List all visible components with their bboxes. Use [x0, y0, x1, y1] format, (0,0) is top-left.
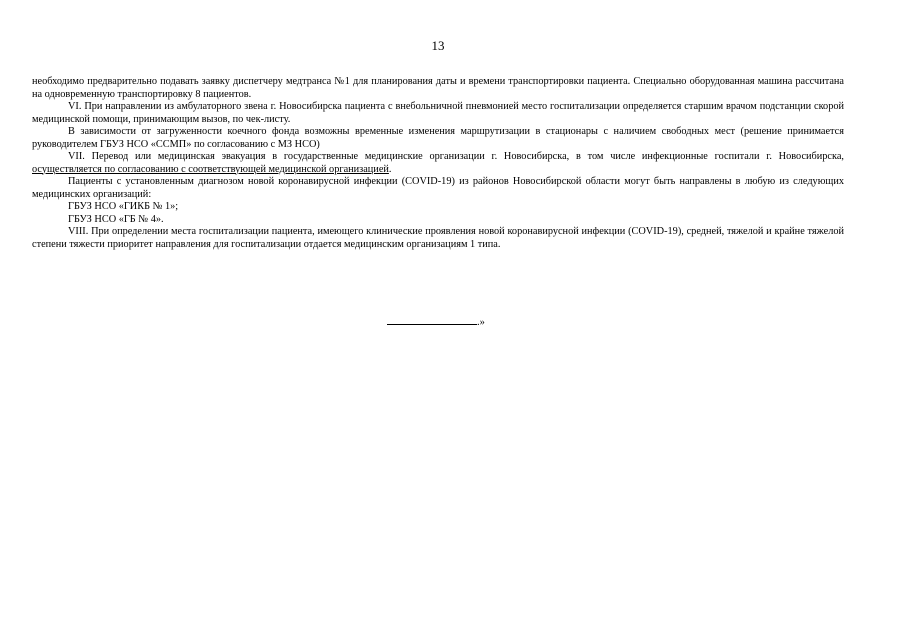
paragraph-section-viii: VIII. При определении места госпитализации пациента, имеющего клинические проявления новой коронавирусной инфекции (COVID-19), средней, тяжелой и крайне тяжелой степени тяжести приоритет направления для госпитализации отдается медицинским организациям 1 типа.	[32, 226, 844, 250]
list-item-gikb-1: ГБУЗ НСО «ГИКБ № 1»;	[68, 201, 179, 212]
document-body	[32, 76, 844, 251]
page-number: 13	[431, 38, 445, 53]
closing-mark: .»	[477, 317, 485, 328]
closing-rule	[387, 314, 477, 325]
paragraph-transport-request: необходимо предварительно подавать заявку диспетчеру медтранса №1 для планирования даты и времени транспортировки пациента. Специально оборудованная машина рассчитана на одновременную транспортировку 8 пациентов.	[32, 76, 844, 100]
section-vii-text: VII. Перевод или медицинская эвакуация в государственные медицинские организации г. Новосибирска, в том числе инфекционные госпитали г. Новосибирска,	[68, 151, 844, 162]
paragraph-section-vi: VI. При направлении из амбулаторного звена г. Новосибирска пациента с внебольничной пневмонией место госпитализации определяется старшим врачом подстанции скорой медицинской помощи, принимающим вызов, по чек-листу.	[32, 101, 844, 125]
paragraph-section-vii	[32, 151, 844, 176]
section-vii-end: .	[388, 163, 392, 175]
list-item-gb-4: ГБУЗ НСО «ГБ № 4».	[68, 213, 164, 225]
document-closing	[387, 314, 485, 329]
paragraph-covid-patients: Пациенты с установленным диагнозом новой коронавирусной инфекции (COVID-19) из районов Новосибирской области могут быть направлены в любую из следующих медицинских организаций:	[32, 176, 844, 200]
section-vii-underlined-text: осуществляется по согласованию с соответствующей медицинской организацией	[32, 163, 389, 175]
paragraph-bed-capacity: В зависимости от загруженности коечного фонда возможны временные изменения маршрутизации в стационары с наличием свободных мест (решение принимается руководителем ГБУЗ НСО «ССМП» по согласованию с МЗ НСО)	[32, 126, 844, 150]
